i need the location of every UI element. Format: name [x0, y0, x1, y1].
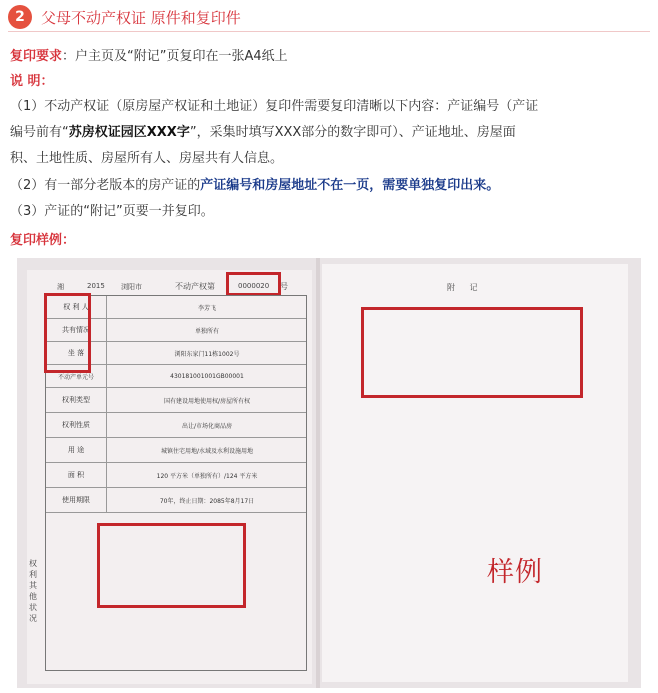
explain-label: 说 明：: [10, 74, 54, 89]
doc-year: 2015: [87, 282, 105, 290]
table-row: 不动产单元号 430181001001GB00001: [46, 365, 306, 388]
copy-requirement-label: 复印要求: [10, 49, 63, 64]
other-rights-highlight-box: [97, 523, 246, 608]
section-number-badge: 2: [8, 5, 32, 29]
item-3: （3）产证的“附记”页要一并复印。: [10, 204, 214, 219]
doc-cert-number: 0000020: [238, 282, 270, 290]
table-row: 使用期限 70年，终止日期：2085年8月17日: [46, 488, 306, 513]
doc-city: 浏阳市: [121, 283, 142, 291]
appendix-title: 附 记: [447, 283, 484, 292]
doc-cert-suffix: 号: [280, 282, 288, 291]
doc-province: 湘: [57, 283, 64, 291]
page-fold: [316, 258, 320, 688]
item-1-line-2: 编号前有“苏房权证园区XXX字”，采集时填写XXX部分的数字即可）、产证地址、房屋面: [10, 125, 516, 140]
doc-cert-word: 不动产权第: [175, 282, 215, 291]
copy-requirement: [10, 48, 288, 66]
sample-stamp: 样例: [487, 557, 543, 588]
cert-prefix-highlight: 苏房权证园区XXX字: [68, 125, 190, 140]
appendix-highlight-box: [361, 307, 583, 398]
item-1-line-3: 积、土地性质、房屋所有人、房屋共有人信息。: [10, 151, 284, 166]
item-2-highlight: 产证编号和房屋地址不在一页，需要单独复印出来。: [200, 178, 500, 193]
item-1-line-1: （1）不动产权证（原房屋产权证和土地证）复印件需要复印清晰以下内容：产证编号（产证: [10, 99, 539, 114]
table-row: 坐 落 浏阳东家门11栋1002号: [46, 342, 306, 365]
table-row: 权利性质 出让/市场化商品房: [46, 413, 306, 438]
sample-label: 复印样例：: [10, 233, 76, 248]
table-row: 共有情况 单独所有: [46, 319, 306, 342]
section-header: [8, 5, 650, 32]
certificate-sample-image: [17, 258, 641, 688]
table-row: 权 利 人 李芳飞: [46, 296, 306, 319]
copy-requirement-text: ：户主页及“附记”页复印在一张A4纸上: [62, 49, 288, 64]
table-row: 权利类型 国有建设用地使用权/房屋所有权: [46, 388, 306, 413]
cert-number-highlight-box: [226, 272, 281, 296]
section-title: 父母不动产权证 原件和复印件: [41, 9, 241, 27]
table-row: 面 积 120 平方米（单独所有）/124 平方米: [46, 463, 306, 488]
table-row: 用 途 城镇住宅用地/水域及水利设施用地: [46, 438, 306, 463]
other-rights-label: 权利其他状况: [29, 559, 37, 623]
item-2: （2）有一部分老版本的房产证的产证编号和房屋地址不在一页，需要单独复印出来。: [10, 178, 500, 193]
owner-fields-highlight-box: [44, 293, 91, 373]
